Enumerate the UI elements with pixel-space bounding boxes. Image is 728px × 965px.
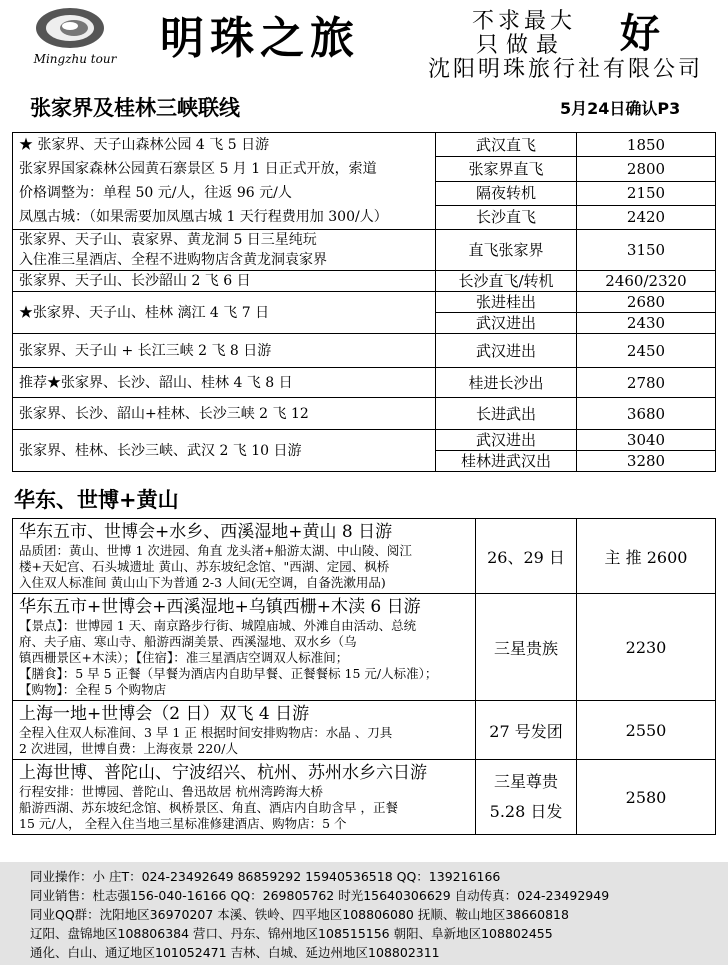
price-cell: 3040 (577, 430, 716, 451)
price-cell: 2800 (577, 157, 716, 181)
route-cell: 张家界、长沙、韶山+桂林、长沙三峡 2 飞 12 (13, 398, 436, 430)
price-cell: 3680 (577, 398, 716, 430)
tour-desc-cell (13, 519, 476, 594)
mode-cell: 武汉进出 (436, 334, 577, 368)
footer-line: 同业QQ群：沈阳地区36970207 本溪、铁岭、四平地区108806080 抚顺、鞍山地区38660818 (30, 907, 569, 922)
mode-cell: 长沙直飞/转机 (436, 271, 577, 292)
route-cell: ★张家界、天子山、桂林 漓江 4 飞 7 日 (13, 292, 436, 334)
tour-line: 府、夫子庙、寒山寺、船游西湖美景、西溪湿地、双水乡（乌 (19, 634, 357, 649)
tour-date-cell: 27 号发团 (476, 701, 577, 760)
tour-line: 船游西湖、苏东坡纪念馆、枫桥景区、角直、酒店内自助含早 ，正餐 (19, 800, 398, 815)
footer-line: 同业操作：小 庄T：024-23492649 86859292 15940536518 QQ：139216166 (30, 869, 501, 884)
route-line: 张家界国家森林公园黄石寨景区 5 月 1 日正式开放，索道 (19, 161, 377, 177)
table-row (13, 430, 716, 451)
table-row (13, 230, 716, 271)
section1-title: 张家界及桂林三峡联线 (30, 96, 240, 120)
price-cell: 3150 (577, 230, 716, 271)
table-row (13, 398, 716, 430)
table-row (13, 701, 716, 760)
tour-line: 全程入住双人标准间、3 早 1 正 根据时间安排购物店：水晶 、刀具 (19, 725, 393, 740)
slogan-line1: 不求最大 (472, 9, 577, 34)
mode-cell: 张家界直飞 (436, 157, 577, 181)
mode-cell: 桂林进武汉出 (436, 451, 577, 472)
mode-cell: 长进武出 (436, 398, 577, 430)
route-line: 张家界、天子山、袁家界、黄龙洞 5 日三星纯玩 (19, 232, 317, 248)
section1-note: 5月24日确认P3 (560, 99, 681, 118)
mode-cell: 直飞张家界 (436, 230, 577, 271)
table-row (13, 292, 716, 313)
tour-title: 上海一地+世博会（2 日）双飞 4 日游 (19, 704, 310, 724)
route-cell: 张家界、天子山、长沙韶山 2 飞 6 日 (13, 271, 436, 292)
price-cell: 2460/2320 (577, 271, 716, 292)
table-row (13, 271, 716, 292)
table-row (13, 334, 716, 368)
mode-cell: 隔夜转机 (436, 181, 577, 205)
route-line: 入住准三星酒店、全程不进购物店含黄龙洞袁家界 (19, 252, 327, 268)
tour-desc-cell (13, 594, 476, 701)
footer-line: 通化、白山、通辽地区101052471 吉林、白城、延边州地区108802311 (30, 945, 440, 960)
mode-cell: 武汉进出 (436, 313, 577, 334)
route-cell (13, 133, 436, 230)
tour-line: 镇西栅景区+木渎）；【住宿】：准三星酒店空调双人标准间； (19, 650, 349, 665)
zhangjiajie-table (12, 132, 716, 472)
tour-line: 【膳食】：5 早 5 正餐（早餐为酒店内自助早餐、正餐餐标 15 元/人标准）； (19, 666, 438, 681)
huadong-table (12, 518, 716, 835)
header (0, 0, 728, 90)
tour-line: 15 元/人， 全程入住当地三星标准修建酒店、购物店：5 个 (19, 816, 347, 831)
tour-title: 华东五市+世博会+西溪湿地+乌镇西栅+木渎 6 日游 (19, 597, 421, 617)
table-row (13, 133, 716, 157)
footer-line: 同业销售：杜志强156-040-16166 QQ：269805762 时光15640306629 自动传真：024-23492949 (30, 888, 610, 903)
tour-line: 【景点】：世博园 1 天、南京路步行街、城隍庙城、外滩自由活动、总统 (19, 618, 417, 633)
price-cell: 2430 (577, 313, 716, 334)
footer-line: 辽阳、盘锦地区108806384 营口、丹东、锦州地区108515156 朝阳、阜新地区108802455 (30, 926, 553, 941)
tour-title: 上海世博、普陀山、宁波绍兴、杭州、苏州水乡六日游 (19, 763, 427, 783)
logo (20, 4, 128, 70)
tour-date-cell: 三星贵族 (476, 594, 577, 701)
tour-desc-cell (13, 701, 476, 760)
mode-cell: 武汉进出 (436, 430, 577, 451)
route-cell: 推荐★张家界、长沙、韶山、桂林 4 飞 8 日 (13, 368, 436, 398)
tour-line: 品质团：黄山、世博 1 次进园、角直 龙头渚+船游太湖、中山陵、阅江 (19, 543, 412, 558)
tour-title: 华东五市、世博会+水乡、西溪湿地+黄山 8 日游 (19, 522, 393, 542)
tour-date-cell (476, 760, 577, 835)
table-row (13, 594, 716, 701)
table-row (13, 519, 716, 594)
tour-date-cell: 26、29 日 (476, 519, 577, 594)
price-cell: 2780 (577, 368, 716, 398)
tour-grade: 三星尊贵 (493, 772, 558, 791)
slogan-line2: 只做最 (476, 33, 567, 58)
tour-price-cell: 主 推 2600 (577, 519, 716, 594)
footer-contacts (0, 862, 728, 965)
price-cell: 2150 (577, 181, 716, 205)
route-line: 价格调整为：单程 50 元/人，往返 96 元/人 (19, 185, 292, 201)
price-cell: 2420 (577, 205, 716, 229)
mode-cell: 武汉直飞 (436, 133, 577, 157)
tour-line: 入住双人标准间 黄山山下为普通 2-3 人间(无空调，自备洗漱用品) (19, 575, 386, 590)
tour-price-cell: 2580 (577, 760, 716, 835)
tour-desc-cell (13, 760, 476, 835)
price-cell: 3280 (577, 451, 716, 472)
tour-price-cell: 2550 (577, 701, 716, 760)
route-line: 凤凰古城：（如果需要加凤凰古城 1 天行程费用加 300/人） (19, 209, 388, 225)
mode-cell: 桂进长沙出 (436, 368, 577, 398)
tour-line: 2 次进园，世博自费：上海夜景 220/人 (19, 741, 238, 756)
logo-swirl-icon (34, 6, 106, 50)
mode-cell: 张进桂出 (436, 292, 577, 313)
price-cell: 2680 (577, 292, 716, 313)
tour-line: 楼+天妃宫、石头城遗址 黄山、苏东坡纪念馆、"西湖、定园、枫桥 (19, 559, 390, 574)
route-cell: 张家界、桂林、长沙三峡、武汉 2 飞 10 日游 (13, 430, 436, 472)
slogan-big: 好 (620, 10, 660, 57)
tour-departure: 5.28 日发 (489, 802, 563, 821)
price-cell: 2450 (577, 334, 716, 368)
brand-title: 明珠之旅 (160, 13, 360, 64)
table-row (13, 760, 716, 835)
price-cell: 1850 (577, 133, 716, 157)
tour-price-cell: 2230 (577, 594, 716, 701)
table-row (13, 368, 716, 398)
company-name: 沈阳明珠旅行社有限公司 (428, 57, 704, 82)
tour-line: 【购物】：全程 5 个购物店 (19, 682, 167, 697)
route-cell: 张家界、天子山 + 长江三峡 2 飞 8 日游 (13, 334, 436, 368)
mode-cell: 长沙直飞 (436, 205, 577, 229)
logo-text: Mingzhu tour (33, 52, 117, 66)
section2-title: 华东、世博+黄山 (14, 488, 179, 512)
tour-line: 行程安排：世博园、普陀山、鲁迅故居 杭州湾跨海大桥 (19, 784, 323, 799)
route-cell (13, 230, 436, 271)
route-line: ★ 张家界、天子山森林公园 4 飞 5 日游 (19, 137, 270, 153)
